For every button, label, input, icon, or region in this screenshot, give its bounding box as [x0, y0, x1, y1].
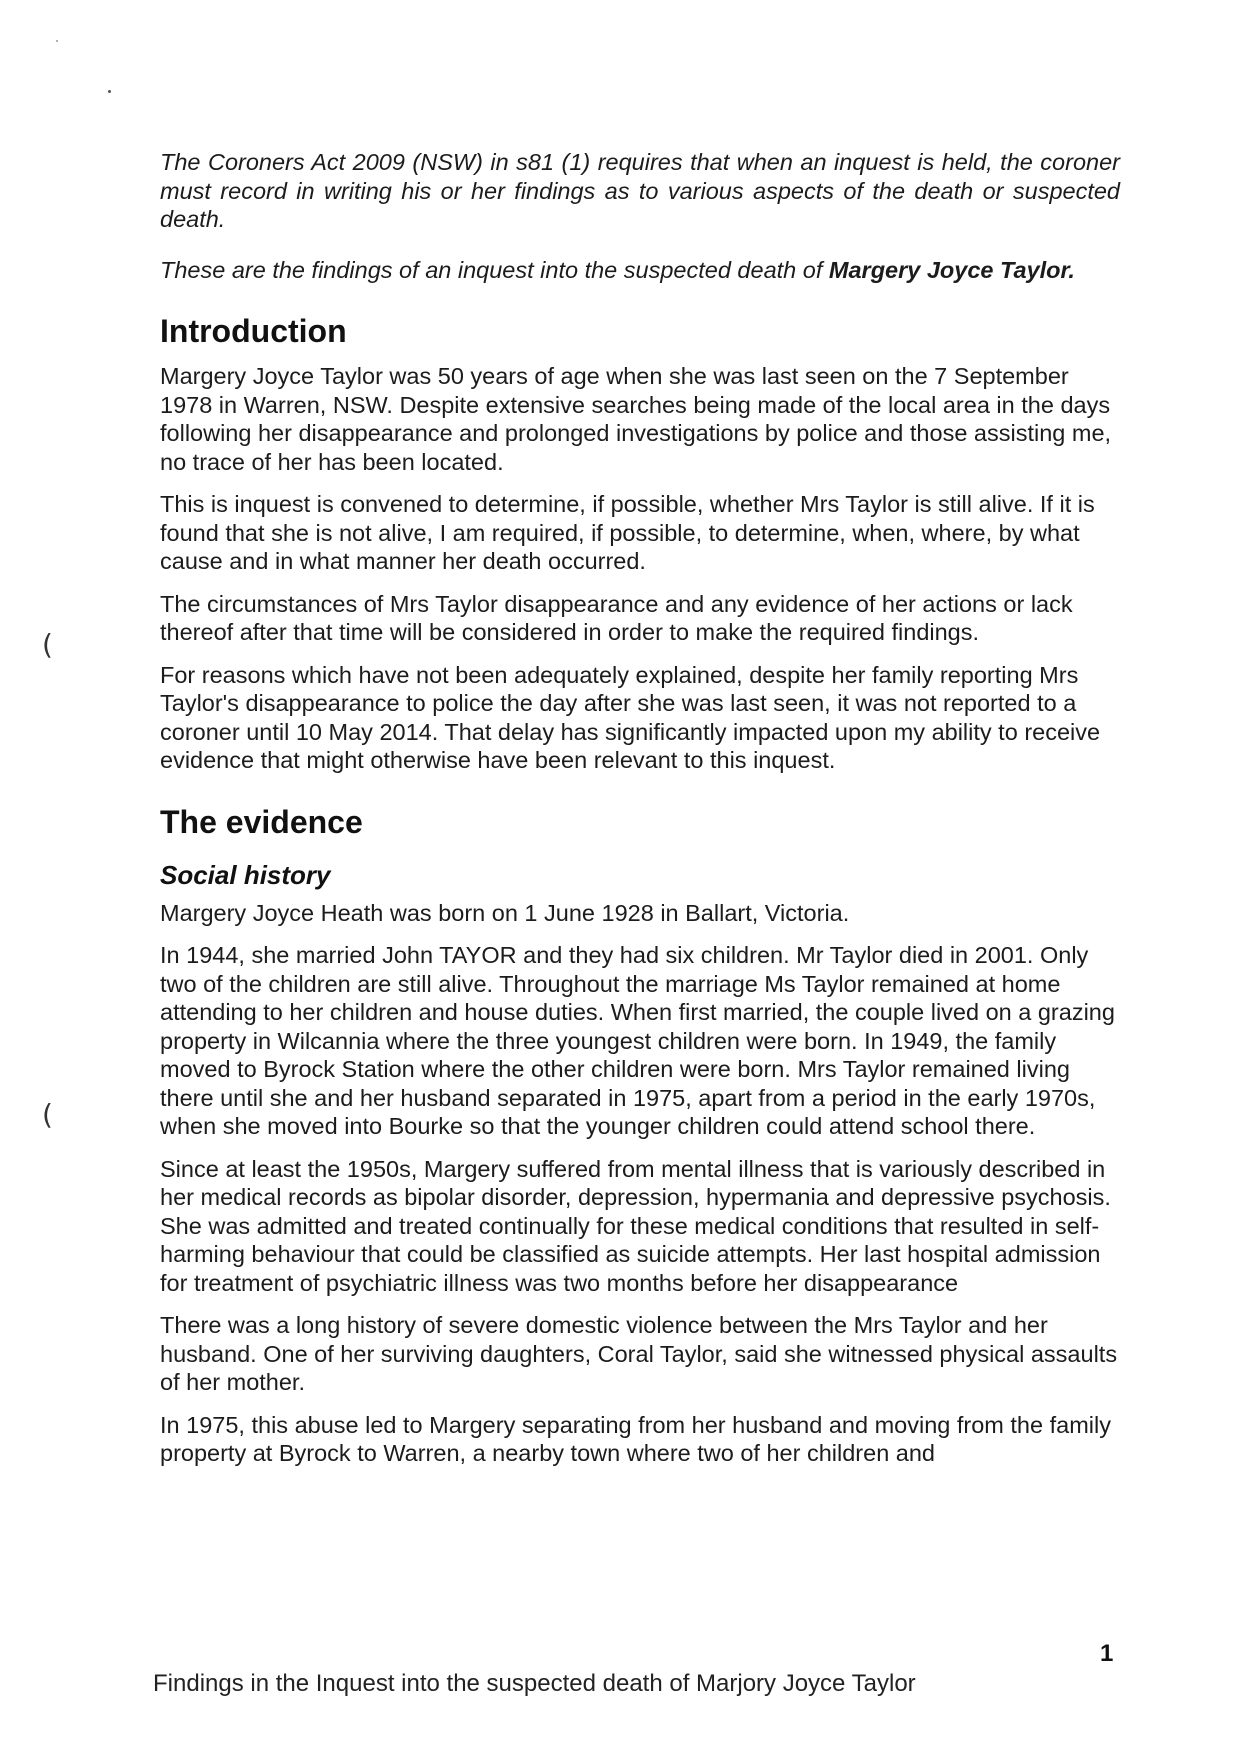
margin-bracket-mark: ( [42, 628, 53, 661]
evidence-paragraph: Since at least the 1950s, Margery suffered from mental illness that is variously described in her medical records as bipolar disorder, depression, hypermania and depressive psychosis. She was admitted and treated continually for these medical conditions that resulted in self-harming behaviour that could be classified as suicide attempts. Her last hospital admission for treatment of psychiatric illness was two months before her disappearance [160, 1155, 1111, 1296]
introduction-heading: Introduction [160, 313, 347, 349]
evidence-heading: The evidence [160, 803, 363, 840]
preamble-paragraph: The Coroners Act 2009 (NSW) in s81 (1) requires that when an inquest is held, the coroner must record in writing his or her findings as to various aspects of the death or suspected death. [160, 149, 1120, 232]
social-history-subheading: Social history [160, 859, 331, 890]
preamble-findings-paragraph [160, 256, 1120, 285]
margin-bracket-mark: ( [42, 1098, 53, 1131]
document-body [160, 148, 1120, 1482]
evidence-paragraph: There was a long history of severe domestic violence between the Mrs Taylor and her husband. One of her surviving daughters, Coral Taylor, said she witnessed physical assaults of her mother. [160, 1312, 1118, 1395]
page-footer: Findings in the Inquest into the suspected death of Marjory Joyce Taylor [153, 1670, 916, 1697]
deceased-name: Margery Joyce Taylor. [828, 256, 1075, 283]
evidence-paragraph: In 1944, she married John TAYOR and they had six children. Mr Taylor died in 2001. Only two of the children are still alive. Throughout the marriage Ms Taylor remained at home attending to her children and house duties. When first married, the couple lived on a grazing property in Wilcannia where the three youngest children were born. In 1949, the family moved to Byrock Station where the other children were born. Mrs Taylor remained living there until she and her husband separated in 1975, apart from a period in the early 1970s, when she moved into Bourke so that the younger children could attend school there. [160, 942, 1115, 1139]
introduction-paragraph: The circumstances of Mrs Taylor disappearance and any evidence of her actions or lack thereof after that time will be considered in order to make the required findings. [160, 590, 1073, 645]
preamble-findings-text: These are the findings of an inquest into the suspected death of [160, 256, 829, 283]
introduction-paragraph: For reasons which have not been adequately explained, despite her family reporting Mrs Taylor's disappearance to police the day after she was last seen, it was not reported to a coroner until 10 May 2014. That delay has significantly impacted upon my ability to receive evidence that might otherwise have been relevant to this inquest. [160, 661, 1101, 773]
scan-speck [108, 90, 111, 93]
evidence-paragraph: In 1975, this abuse led to Margery separating from her husband and moving from the family property at Byrock to Warren, a nearby town where two of her children and [160, 1411, 1111, 1466]
introduction-paragraph: Margery Joyce Taylor was 50 years of age when she was last seen on the 7 September 1978 in Warren, NSW. Despite extensive searches being made of the local area in the days following her disappearance and prolonged investigations by police and those assisting me, no trace of her has been located. [160, 363, 1112, 475]
introduction-paragraph: This is inquest is convened to determine, if possible, whether Mrs Taylor is still alive. If it is found that she is not alive, I am required, if possible, to determine, when, where, by what cause and in what manner her death occurred. [160, 491, 1095, 574]
evidence-paragraph: Margery Joyce Heath was born on 1 June 1928 in Ballart, Victoria. [160, 899, 850, 926]
scan-speck [56, 40, 58, 42]
page-number: 1 [1100, 1640, 1114, 1667]
